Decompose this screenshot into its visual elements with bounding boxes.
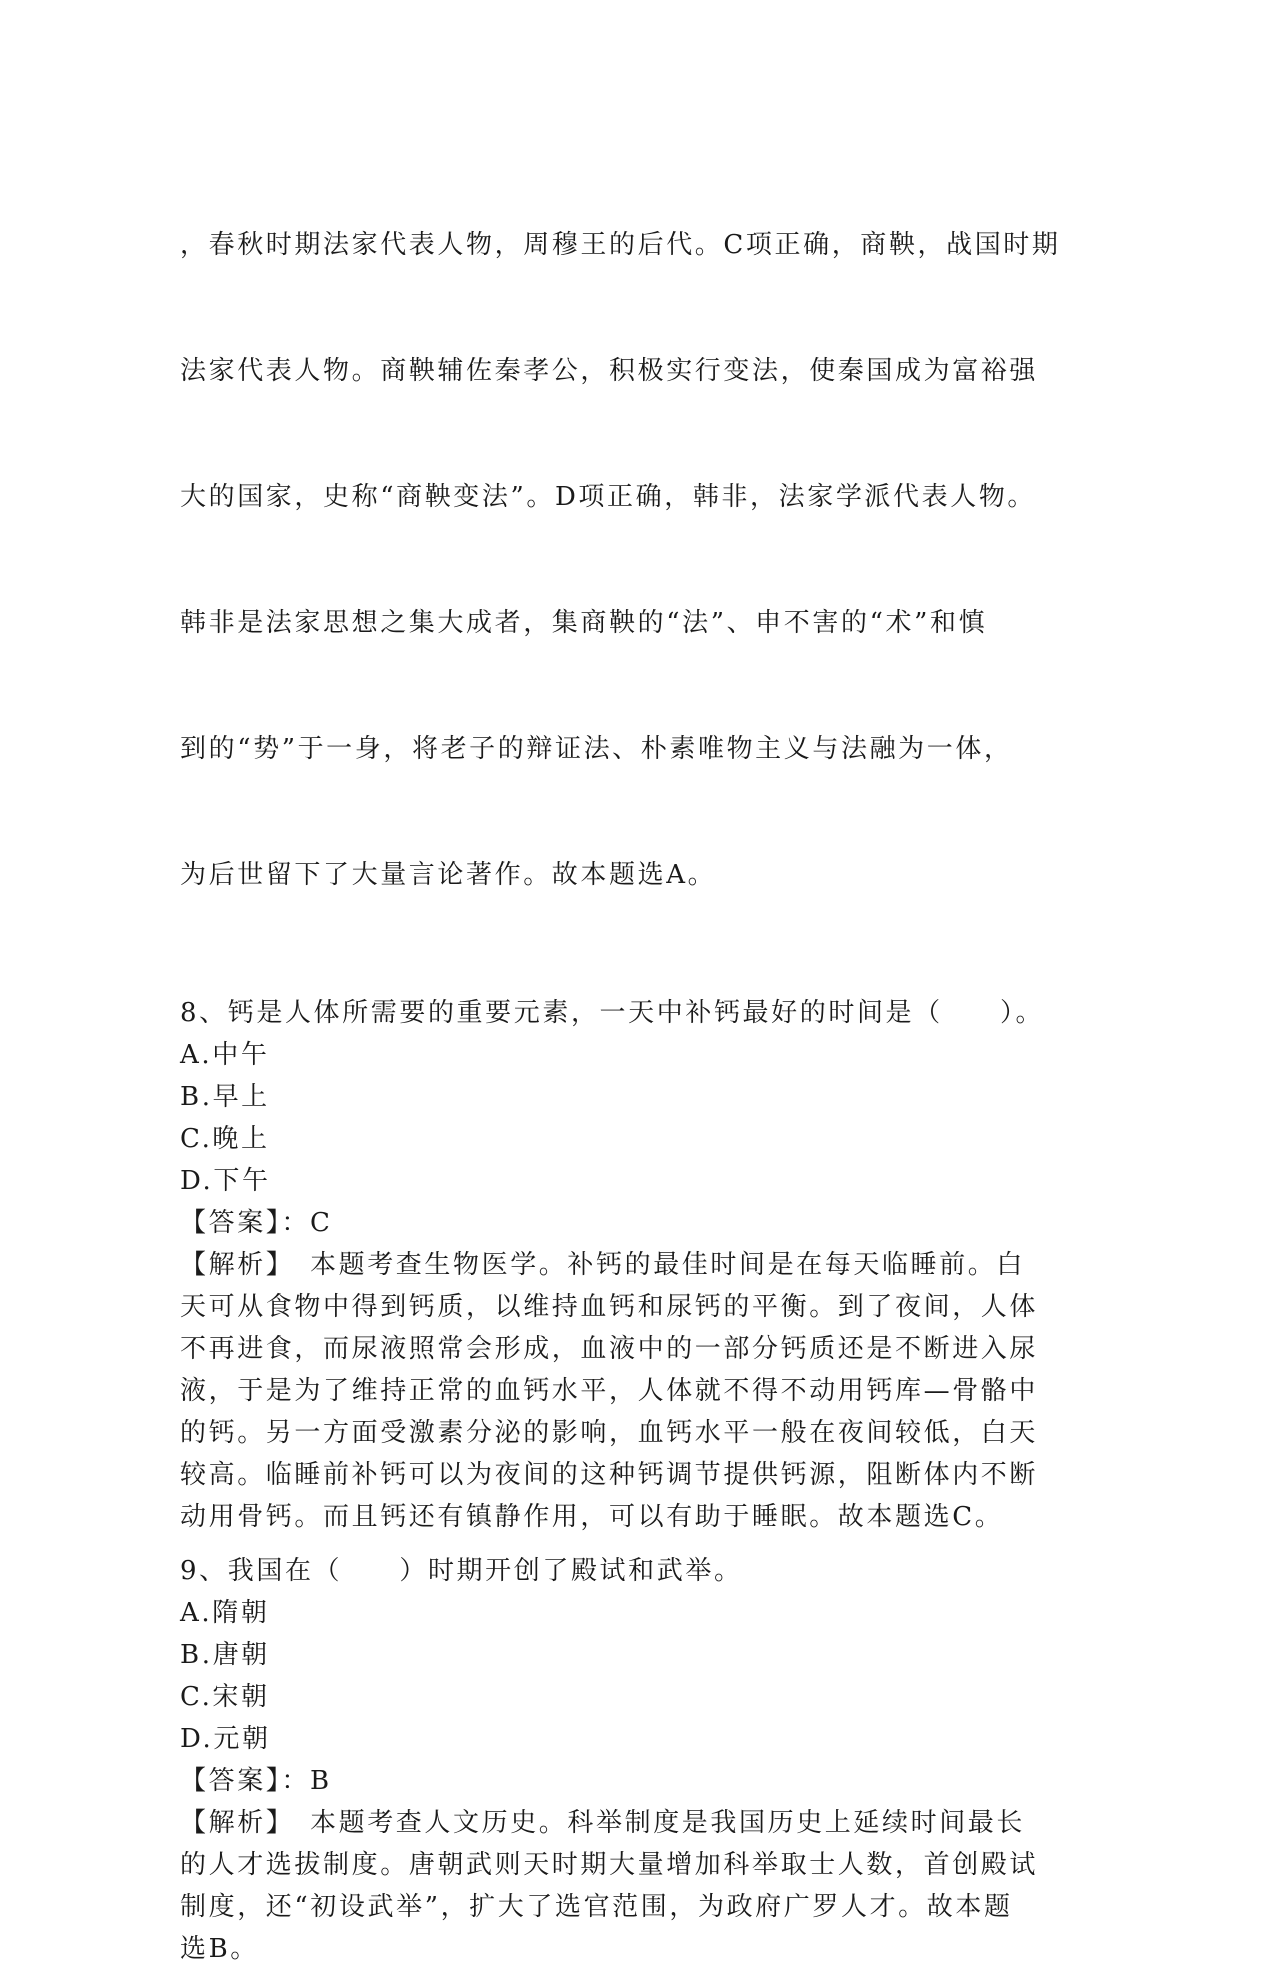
option-d: D.元朝 (180, 1724, 271, 1754)
question-8 (180, 992, 1045, 1538)
analysis-line: 【解析】 本题考查人文历史。科举制度是我国历史上延续时间最长 (180, 1808, 1026, 1838)
question-text: 8、钙是人体所需要的重要元素，一天中补钙最好的时间是（ ）。 (180, 998, 1045, 1028)
analysis-line: 液，于是为了维持正常的血钙水平，人体就不得不动用钙库—骨骼中 (180, 1376, 1039, 1406)
question-text: 9、我国在（ ）时期开创了殿试和武举。 (180, 1556, 743, 1586)
option-d: D.下午 (180, 1166, 271, 1196)
answer-line: 【答案】：C (180, 1208, 333, 1238)
text-line: 法家代表人物。商鞅辅佐秦孝公，积极实行变法，使秦国成为富裕强 (180, 356, 1039, 386)
analysis-line: 的钙。另一方面受激素分泌的影响，血钙水平一般在夜间较低，白天 (180, 1418, 1039, 1448)
analysis-line: 【解析】 本题考查生物医学。补钙的最佳时间是在每天临睡前。白 (180, 1250, 1026, 1280)
text-line: 韩非是法家思想之集大成者，集商鞅的“法”、申不害的“术”和慎 (180, 608, 988, 638)
analysis-line: 天可从食物中得到钙质，以维持血钙和尿钙的平衡。到了夜间，人体 (180, 1292, 1039, 1322)
analysis-line: 选B。 (180, 1934, 259, 1964)
option-a: A.隋朝 (180, 1598, 270, 1628)
option-a: A.中午 (180, 1040, 270, 1070)
option-b: B.唐朝 (180, 1640, 270, 1670)
text-line: 到的“势”于一身，将老子的辩证法、朴素唯物主义与法融为一体， (180, 734, 1013, 764)
answer-line: 【答案】：B (180, 1766, 332, 1796)
question-9 (180, 1550, 1040, 1970)
intro-explanation (180, 140, 1061, 980)
analysis-line: 制度，还“初设武举”，扩大了选官范围，为政府广罗人才。故本题 (180, 1892, 1013, 1922)
option-b: B.早上 (180, 1082, 270, 1112)
analysis-line: 动用骨钙。而且钙还有镇静作用，可以有助于睡眠。故本题选C。 (180, 1502, 1004, 1532)
analysis-line: 的人才选拔制度。唐朝武则天时期大量增加科举取士人数，首创殿试 (180, 1850, 1039, 1880)
document-page (180, 140, 1061, 1970)
analysis-line: 较高。临睡前补钙可以为夜间的这种钙调节提供钙源，阻断体内不断 (180, 1460, 1039, 1490)
option-c: C.宋朝 (180, 1682, 270, 1712)
analysis-line: 不再进食，而尿液照常会形成，血液中的一部分钙质还是不断进入尿 (180, 1334, 1039, 1364)
text-line: ，春秋时期法家代表人物，周穆王的后代。C项正确，商鞅，战国时期 (180, 230, 1061, 260)
option-c: C.晚上 (180, 1124, 270, 1154)
text-line: 大的国家，史称“商鞅变法”。D项正确，韩非，法家学派代表人物。 (180, 482, 1037, 512)
text-line: 为后世留下了大量言论著作。故本题选A。 (180, 860, 717, 890)
